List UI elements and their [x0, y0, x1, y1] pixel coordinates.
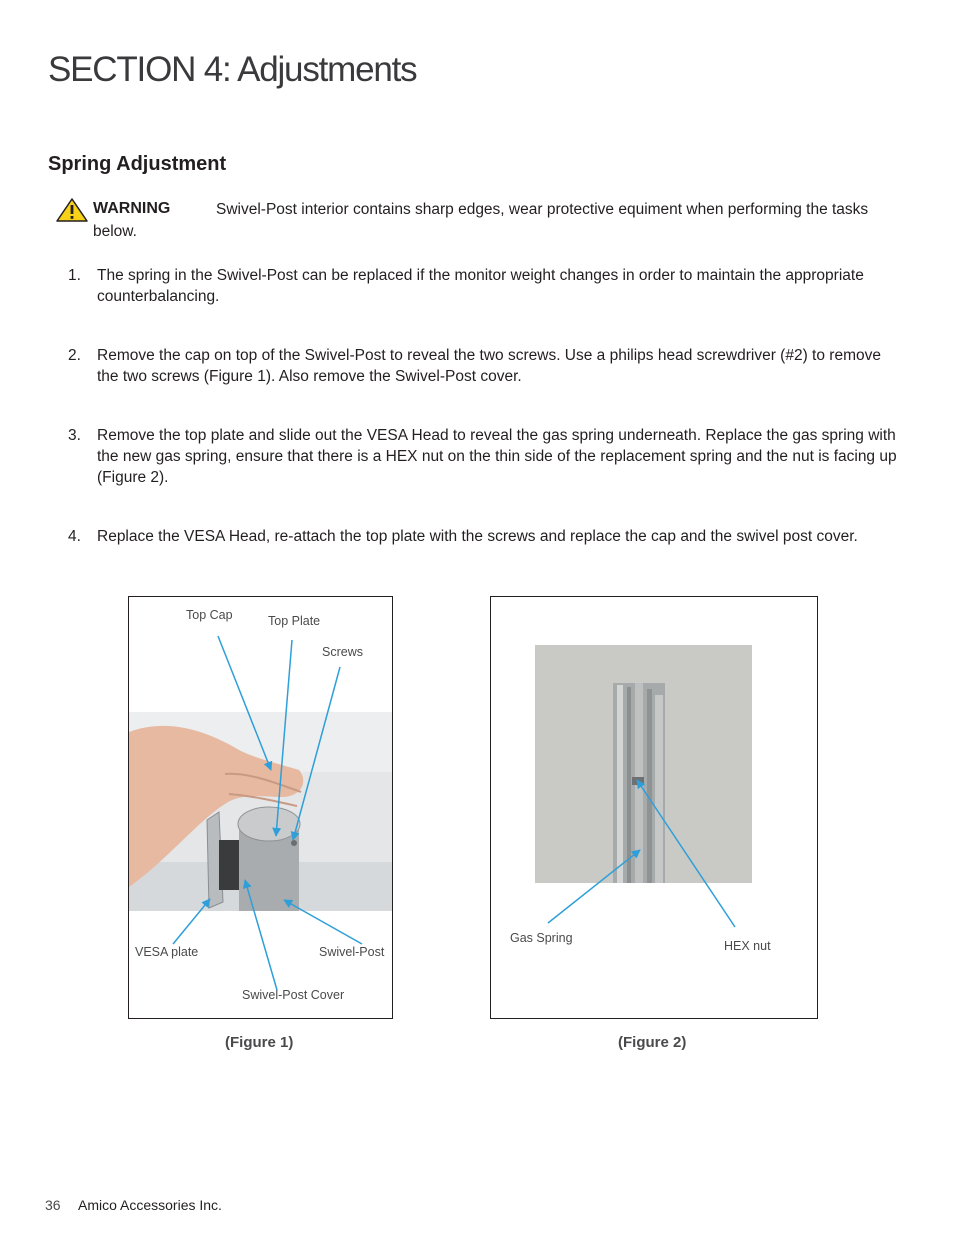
page-number: 36 [45, 1197, 61, 1213]
callout-vesa-plate: VESA plate [135, 945, 199, 959]
callout-hex-nut: HEX nut [724, 939, 771, 953]
warning-label: WARNING [93, 200, 171, 217]
callout-swivel-post-cover: Swivel-Post Cover [242, 988, 345, 1002]
footer-company: Amico Accessories Inc. [78, 1197, 222, 1213]
subsection-title: Spring Adjustment [48, 153, 227, 175]
step-text: Replace the VESA Head, re-attach the top plate with the screws and replace the cap and the swivel post cover. [97, 528, 858, 545]
step-number: 3. [68, 427, 81, 444]
callout-gas-spring: Gas Spring [510, 931, 573, 945]
callout-swivel-post: Swivel-Post [319, 945, 385, 959]
callout-screws: Screws [322, 645, 363, 659]
step-number: 4. [68, 528, 81, 545]
step-text: The spring in the Swivel-Post can be replaced if the monitor weight changes in order to maintain the appropriate counterbalancing. [97, 267, 864, 305]
step-text: Remove the cap on top of the Swivel-Post to reveal the two screws. Use a philips head screwdriver (#2) to remove the two screws (Figure 1). Also remove the Swivel-Post cover. [97, 347, 881, 385]
warning-text: Swivel-Post interior contains sharp edges, wear protective equiment when performing the tasks [216, 201, 869, 218]
figure-1-caption: (Figure 1) [225, 1034, 294, 1051]
warning-triangle-icon [56, 198, 88, 222]
section-title: SECTION 4: Adjustments [48, 50, 417, 89]
callout-top-cap: Top Cap [186, 608, 233, 622]
step-number: 2. [68, 347, 81, 364]
step-number: 1. [68, 267, 81, 284]
step-text: Remove the top plate and slide out the VESA Head to reveal the gas spring underneath. Replace the gas spring with the new gas spring, ensure that there is a HEX nut on the thin side of the replacement spring and the nut is facing up (Figure 2). [97, 427, 897, 486]
callout-top-plate: Top Plate [268, 614, 321, 628]
figure-1-photo [129, 712, 392, 911]
figure-2-photo [535, 645, 752, 883]
figure-2-caption: (Figure 2) [618, 1034, 687, 1051]
warning-text-continuation: below. [93, 223, 137, 240]
